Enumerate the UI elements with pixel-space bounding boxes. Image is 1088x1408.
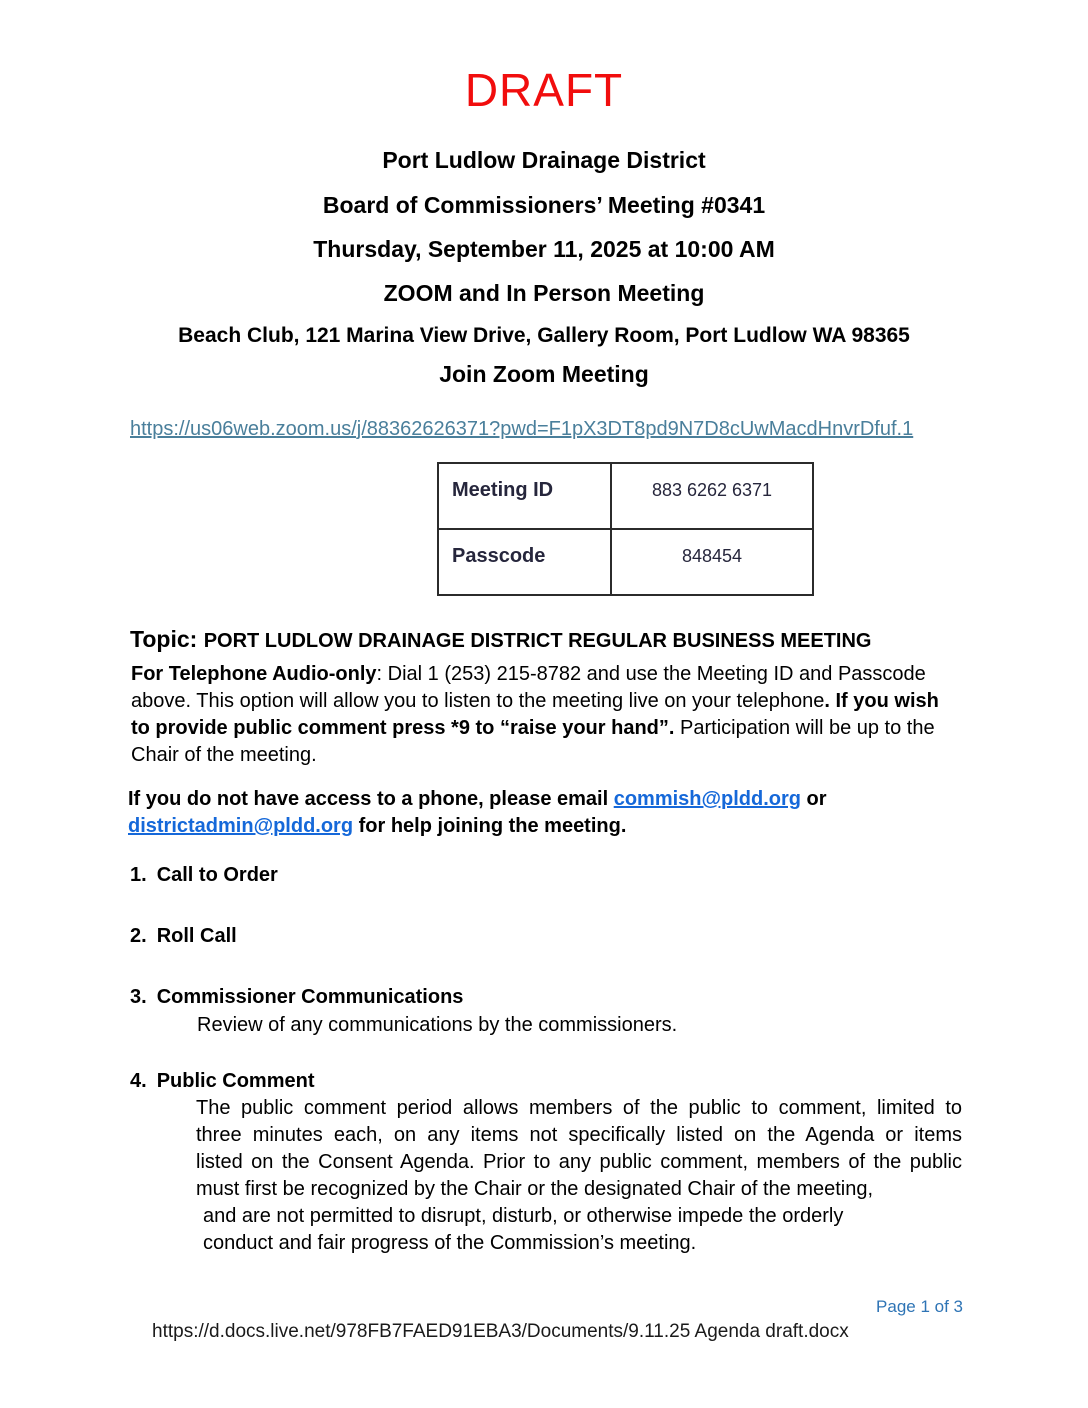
agenda-item-public-comment	[130, 1068, 314, 1094]
agenda-item-commissioner-communications	[130, 984, 463, 1010]
meeting-id-value: 883 6262 6371	[651, 480, 773, 500]
agenda-item-number: 1.	[130, 864, 147, 886]
draft-watermark: DRAFT	[464, 64, 624, 116]
table-row	[439, 464, 812, 528]
topic-value: PORT LUDLOW DRAINAGE DISTRICT REGULAR BUSINESS MEETING	[203, 630, 872, 652]
paragraph-line: conduct and fair progress of the Commission’s meeting.	[203, 1232, 697, 1254]
public-comment-description	[196, 1095, 962, 1257]
agenda-item-number: 4.	[130, 1070, 147, 1092]
agenda-item-number: 3.	[130, 986, 147, 1008]
paragraph-line: The public comment period allows members of the public to comment, limited to	[196, 1097, 962, 1119]
telephone-lead: For Telephone Audio-only	[131, 663, 377, 685]
passcode-label: Passcode	[439, 530, 612, 594]
document-file-url: https://d.docs.live.net/978FB7FAED91EBA3/Documents/9.11.25 Agenda draft.docx	[152, 1321, 849, 1342]
telephone-emphasis: . If you wish to provide public comment press *9 to “raise your hand”.	[131, 690, 939, 739]
email-help-text: If you do not have access to a phone, please email	[128, 788, 614, 810]
topic-line	[130, 626, 871, 655]
agenda-item-roll-call	[130, 923, 237, 949]
commissioner-communications-description: Review of any communications by the commissioners.	[197, 1014, 678, 1036]
meeting-mode: ZOOM and In Person Meeting	[383, 280, 705, 306]
join-zoom-heading: Join Zoom Meeting	[439, 361, 649, 387]
topic-label: Topic:	[130, 626, 198, 652]
telephone-instructions	[131, 661, 953, 769]
page-number: Page 1 of 3	[876, 1297, 963, 1316]
agenda-item-title: Public Comment	[156, 1070, 315, 1092]
zoom-meeting-link[interactable]: https://us06web.zoom.us/j/88362626371?pwd=F1pX3DT8pd9N7D8cUwMacdHnvrDfuf.1	[130, 418, 914, 440]
agenda-item-number: 2.	[130, 925, 147, 947]
meeting-credentials-table	[437, 462, 814, 596]
telephone-tail: Participation will be up to the Chair of the meeting.	[131, 717, 935, 766]
agenda-item-title: Roll Call	[156, 925, 237, 947]
meeting-id-label: Meeting ID	[439, 464, 612, 528]
districtadmin-email-link[interactable]: districtadmin@pldd.org	[128, 815, 354, 837]
meeting-location: Beach Club, 121 Marina View Drive, Gallery Room, Port Ludlow WA 98365	[178, 324, 910, 347]
email-help-paragraph	[128, 786, 910, 840]
meeting-number-title: Board of Commissioners’ Meeting #0341	[322, 192, 766, 218]
telephone-body: : Dial 1 (253) 215-8782 and use the Meeting ID and Passcode above. This option will allow you to listen to the meeting live on your telephone	[131, 663, 926, 712]
passcode-value: 848454	[681, 546, 743, 566]
paragraph-line: must first be recognized by the Chair or the designated Chair of the meeting,	[196, 1178, 874, 1200]
agenda-item-title: Call to Order	[156, 864, 278, 886]
paragraph-line: listed on the Consent Agenda. Prior to any public comment, members of the public	[196, 1151, 962, 1173]
meeting-datetime: Thursday, September 11, 2025 at 10:00 AM	[313, 236, 775, 262]
org-title: Port Ludlow Drainage District	[382, 147, 706, 173]
table-row	[439, 528, 812, 594]
email-help-text: or	[801, 788, 827, 810]
email-help-text: for help joining the meeting.	[353, 815, 627, 837]
agenda-item-title: Commissioner Communications	[156, 986, 464, 1008]
paragraph-line: and are not permitted to disrupt, disturb, or otherwise impede the orderly	[203, 1205, 844, 1227]
agenda-item-call-to-order	[130, 862, 278, 888]
paragraph-line: three minutes each, on any items not specifically listed on the Agenda or items	[196, 1124, 962, 1146]
commish-email-link[interactable]: commish@pldd.org	[613, 788, 801, 810]
